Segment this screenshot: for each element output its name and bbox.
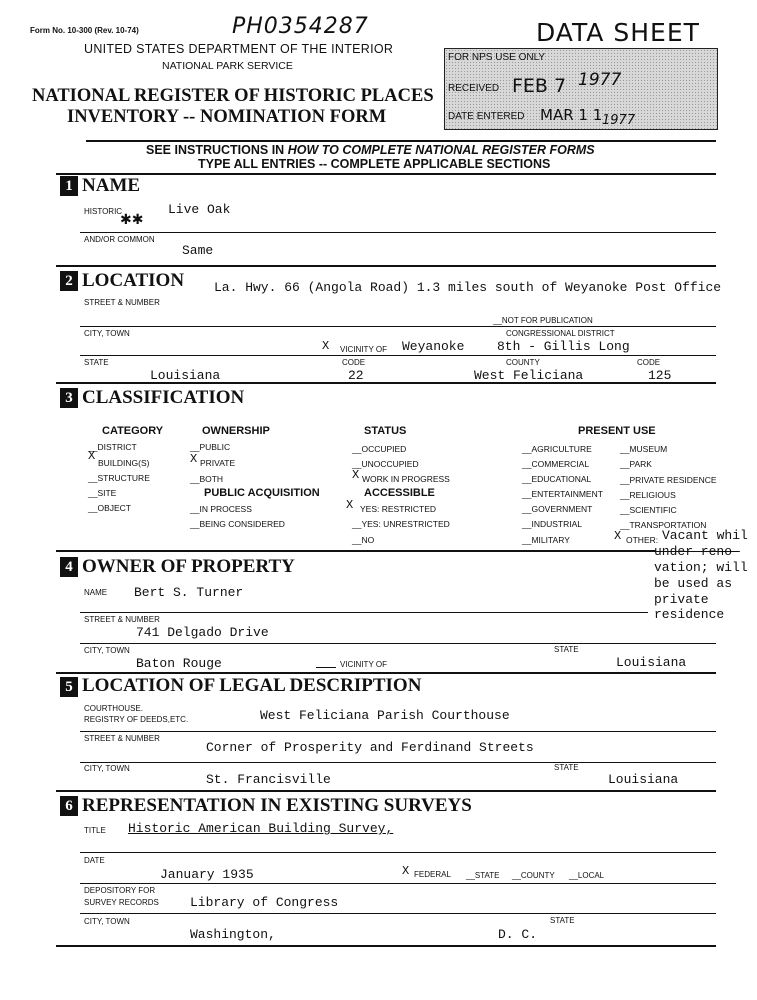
owner-name-value: Bert S. Turner: [134, 585, 244, 600]
depository-rule: [80, 913, 716, 914]
section-3-title: CLASSIFICATION: [82, 387, 245, 408]
survey-title-label: TITLE: [84, 826, 106, 835]
owner-street-label: STREET & NUMBER: [84, 615, 160, 624]
handwritten-star-mark: ✱✱: [120, 212, 144, 228]
status-work-in-progress-check: X: [352, 468, 360, 482]
use-museum: __MUSEUM: [620, 444, 668, 454]
county-code-value: 125: [648, 368, 672, 383]
date-entered-year-handwritten: 1977: [602, 113, 636, 128]
local-survey-option: __LOCAL: [569, 871, 605, 880]
acquisition-being-considered: __BEING CONSIDERED: [190, 519, 285, 529]
accessible-restricted-check: X: [346, 498, 354, 512]
section-2-bottom-rule: [56, 382, 716, 384]
use-other-check: X: [614, 529, 622, 543]
other-use-line1: Vacant whil: [662, 528, 748, 543]
section-3-bottom-rule: [56, 550, 656, 552]
owner-name-rule: [80, 612, 648, 613]
date-entered-label: DATE ENTERED: [448, 111, 525, 122]
ownership-both: __BOTH: [190, 474, 224, 484]
section-6-number: 6: [60, 796, 78, 816]
accessible-yes-restricted: YES: RESTRICTED: [360, 504, 437, 514]
use-military: __MILITARY: [522, 535, 570, 545]
historic-rule: [80, 232, 716, 233]
use-government: __GOVERNMENT: [522, 504, 593, 514]
received-year-handwritten: 1977: [578, 70, 622, 90]
acquisition-in-process: __IN PROCESS: [190, 504, 252, 514]
legal-street-rule: [80, 762, 716, 763]
vicinity-value: Weyanoke: [402, 339, 465, 354]
section-4-number: 4: [60, 557, 78, 577]
county-survey-option: __COUNTY: [512, 871, 555, 880]
city-town-label: CITY, TOWN: [84, 329, 130, 338]
public-acquisition-heading: PUBLIC ACQUISITION: [204, 487, 320, 499]
owner-name-label: NAME: [84, 588, 108, 597]
handwritten-data-sheet: DATA SHEET: [536, 18, 700, 47]
not-for-publication: __NOT FOR PUBLICATION: [493, 316, 593, 325]
category-district: __DISTRICT: [88, 442, 137, 452]
ownership-private: PRIVATE: [200, 458, 236, 468]
survey-date-value: January 1935: [160, 867, 254, 882]
instructions-line1: [146, 143, 595, 157]
nps-box-heading: FOR NPS USE ONLY: [448, 52, 546, 63]
legal-street-value: Corner of Prosperity and Ferdinand Streets: [206, 740, 534, 755]
ownership-private-check: X: [190, 452, 198, 466]
other-use-line2: under reno-: [654, 544, 740, 559]
depository-label-line2: SURVEY RECORDS: [84, 898, 159, 907]
category-structure: __STRUCTURE: [88, 473, 150, 483]
vicinity-check-mark: X: [322, 339, 330, 353]
use-agriculture: __AGRICULTURE: [522, 444, 592, 454]
owner-vicinity-label: VICINITY OF: [340, 660, 387, 669]
legal-state-label: STATE: [554, 763, 579, 772]
use-religious: __RELIGIOUS: [620, 490, 676, 500]
congressional-district-label: CONGRESSIONAL DISTRICT: [506, 329, 615, 338]
section-6-bottom-rule: [56, 945, 716, 947]
state-survey-option: __STATE: [466, 871, 500, 880]
status-work-in-progress: WORK IN PROGRESS: [362, 474, 450, 484]
survey-title-value: Historic American Building Survey,: [128, 821, 394, 836]
courthouse-label-line1: COURTHOUSE.: [84, 704, 143, 713]
section-4-bottom-rule: [56, 672, 716, 674]
depository-label-line1: DEPOSITORY FOR: [84, 886, 156, 895]
section-6-title: REPRESENTATION IN EXISTING SURVEYS: [82, 795, 472, 816]
legal-city-value: St. Francisville: [206, 772, 331, 787]
use-private-residence: __PRIVATE RESIDENCE: [620, 475, 717, 485]
other-use-line3: vation; will: [654, 560, 748, 575]
form-number: Form No. 10-300 (Rev. 10-74): [30, 26, 139, 35]
state-code-value: 22: [348, 368, 364, 383]
historic-label: HISTORIC: [84, 207, 123, 216]
street-number-label: STREET & NUMBER: [84, 298, 160, 307]
use-commercial: __COMMERCIAL: [522, 459, 590, 469]
section-2-title: LOCATION: [82, 270, 185, 291]
owner-street-value: 741 Delgado Drive: [136, 625, 269, 640]
form-title-line2: INVENTORY -- NOMINATION FORM: [67, 107, 387, 127]
courthouse-rule: [80, 731, 716, 732]
instructions-bottom-rule: [56, 173, 716, 175]
other-use-line5: private: [654, 592, 709, 607]
survey-state-label: STATE: [550, 916, 575, 925]
instructions-emphasis: HOW TO COMPLETE NATIONAL REGISTER FORMS: [287, 143, 595, 157]
received-label: RECEIVED: [448, 83, 500, 94]
courthouse-value: West Feliciana Parish Courthouse: [260, 708, 510, 723]
county-code-label: CODE: [637, 358, 661, 367]
legal-state-value: Louisiana: [608, 772, 679, 787]
other-use-line4: be used as: [654, 576, 733, 591]
use-transportation: __TRANSPORTATION: [620, 520, 707, 530]
use-industrial: __INDUSTRIAL: [522, 519, 582, 529]
instructions-top-rule: [86, 140, 716, 142]
use-educational: __EDUCATIONAL: [522, 474, 592, 484]
category-site: __SITE: [88, 488, 117, 498]
county-value: West Feliciana: [474, 368, 584, 383]
section-5-number: 5: [60, 677, 78, 697]
survey-date-label: DATE: [84, 856, 105, 865]
common-name-label: AND/OR COMMON: [84, 235, 155, 244]
category-building-check: X: [88, 449, 96, 463]
other-use-line6: residence: [654, 607, 725, 622]
owner-vicinity-blank: [316, 667, 336, 668]
ownership-public: __PUBLIC: [190, 442, 231, 452]
accessible-yes-unrestricted: __YES: UNRESTRICTED: [352, 519, 450, 529]
survey-title-rule: [80, 852, 716, 853]
use-other-label: OTHER:: [626, 535, 659, 545]
use-entertainment: __ENTERTAINMENT: [522, 489, 603, 499]
state-label: STATE: [84, 358, 109, 367]
section-1-title: NAME: [82, 175, 141, 196]
survey-city-label: CITY, TOWN: [84, 917, 130, 926]
historic-name-value: Live Oak: [168, 202, 231, 217]
federal-check-mark: X: [402, 864, 410, 878]
section-5-bottom-rule: [56, 790, 716, 792]
form-title-line1: NATIONAL REGISTER OF HISTORIC PLACES: [32, 86, 434, 106]
use-scientific: __SCIENTIFIC: [620, 505, 677, 515]
instructions-prefix: SEE INSTRUCTIONS IN: [146, 143, 288, 157]
state-code-label: CODE: [342, 358, 366, 367]
section-3-number: 3: [60, 388, 78, 408]
street-rule: [80, 326, 716, 327]
status-heading: STATUS: [364, 425, 407, 437]
instructions-line2: TYPE ALL ENTRIES -- COMPLETE APPLICABLE SECTIONS: [198, 157, 551, 171]
federal-label: FEDERAL: [414, 870, 451, 879]
section-5-title: LOCATION OF LEGAL DESCRIPTION: [82, 675, 422, 696]
section-4-title: OWNER OF PROPERTY: [82, 556, 295, 577]
county-label: COUNTY: [506, 358, 540, 367]
accessible-heading: ACCESSIBLE: [364, 487, 435, 499]
status-occupied: __OCCUPIED: [352, 444, 407, 454]
city-rule: [80, 355, 716, 356]
section-2-number: 2: [60, 271, 78, 291]
department-name: UNITED STATES DEPARTMENT OF THE INTERIOR: [84, 42, 394, 56]
accessible-no: __NO: [352, 535, 375, 545]
congressional-district-value: 8th - Gillis Long: [497, 339, 630, 354]
common-name-value: Same: [182, 243, 214, 258]
owner-street-rule: [80, 643, 716, 644]
owner-state-label: STATE: [554, 645, 579, 654]
handwritten-reference-number: PH0354287: [232, 14, 369, 39]
survey-city-value: Washington,: [190, 927, 276, 942]
legal-city-label: CITY, TOWN: [84, 764, 130, 773]
courthouse-label-line2: REGISTRY OF DEEDS,ETC.: [84, 715, 189, 724]
category-heading: CATEGORY: [102, 425, 164, 437]
owner-city-value: Baton Rouge: [136, 656, 222, 671]
use-park: __PARK: [620, 459, 652, 469]
legal-street-label: STREET & NUMBER: [84, 734, 160, 743]
received-date-stamp: FEB 7: [512, 75, 567, 97]
present-use-heading: PRESENT USE: [578, 425, 656, 437]
depository-value: Library of Congress: [190, 895, 339, 910]
street-location-value: La. Hwy. 66 (Angola Road) 1.3 miles south of Weyanoke Post Office: [214, 280, 722, 295]
survey-state-value: D. C.: [498, 927, 538, 942]
service-name: NATIONAL PARK SERVICE: [162, 60, 293, 72]
survey-date-rule: [80, 883, 716, 884]
category-buildings: BUILDING(S): [98, 458, 150, 468]
category-object: __OBJECT: [88, 503, 131, 513]
owner-state-value: Louisiana: [616, 655, 687, 670]
section-1-bottom-rule: [56, 265, 716, 267]
date-entered-stamp: MAR 1 1: [540, 106, 603, 124]
ownership-heading: OWNERSHIP: [202, 425, 270, 437]
owner-city-label: CITY, TOWN: [84, 646, 130, 655]
vicinity-label: VICINITY OF: [340, 345, 387, 354]
state-value: Louisiana: [150, 368, 221, 383]
section-1-number: 1: [60, 176, 78, 196]
status-unoccupied: __UNOCCUPIED: [352, 459, 419, 469]
